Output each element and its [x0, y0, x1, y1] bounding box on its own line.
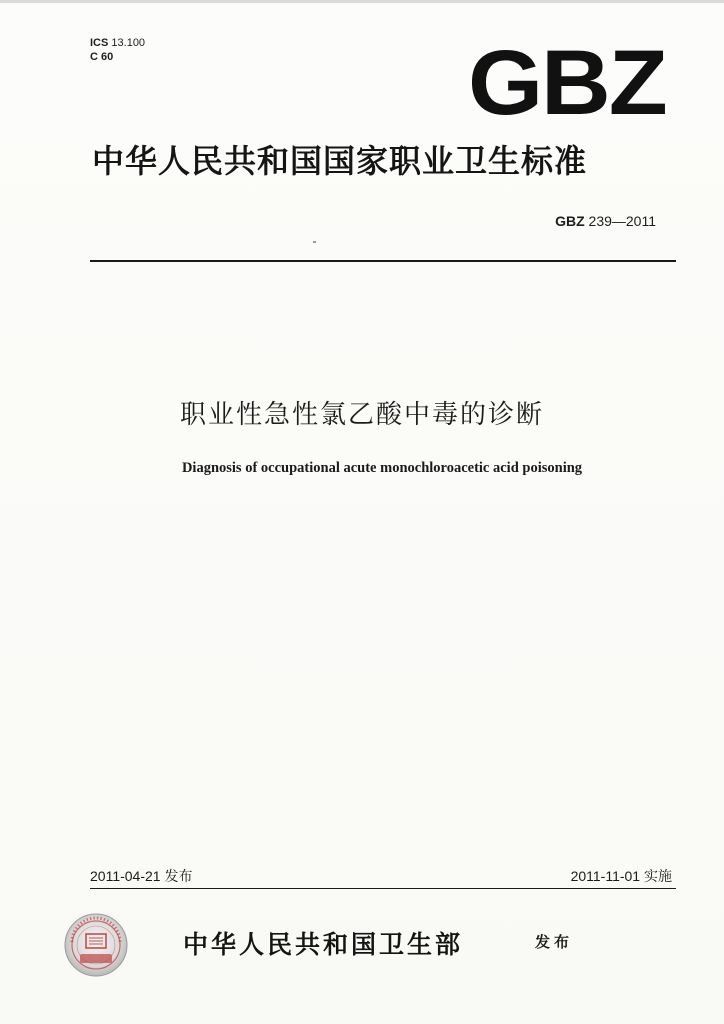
standard-number-value: 239—2011	[588, 213, 656, 229]
header-divider	[90, 260, 676, 262]
standard-number	[555, 213, 656, 229]
classification-codes	[90, 36, 145, 64]
effective-date: 2011-11-01 实施	[570, 868, 672, 884]
document-title-english: Diagnosis of occupational acute monochloroacetic acid poisoning	[181, 460, 583, 476]
issue-date: 2011-04-21 发布	[90, 868, 193, 884]
ics-code: 13.100	[111, 37, 146, 49]
class-code: C 60	[90, 51, 114, 63]
publisher-name: 中华人民共和国卫生部	[183, 930, 464, 959]
standard-number-prefix: GBZ	[555, 213, 585, 229]
document-title-chinese: 职业性急性氯乙酸中毒的诊断	[179, 400, 544, 430]
standard-category-title: 中华人民共和国国家职业卫生标准	[92, 142, 588, 180]
ics-label: ICS	[90, 37, 109, 49]
scan-edge	[0, 0, 724, 3]
ics-line	[90, 36, 145, 50]
gbz-logo: GBZ	[468, 32, 666, 134]
publisher-suffix: 发布	[535, 933, 574, 951]
footer-divider	[90, 888, 676, 889]
scan-speck	[313, 241, 316, 243]
anti-counterfeit-seal-icon	[62, 912, 130, 978]
